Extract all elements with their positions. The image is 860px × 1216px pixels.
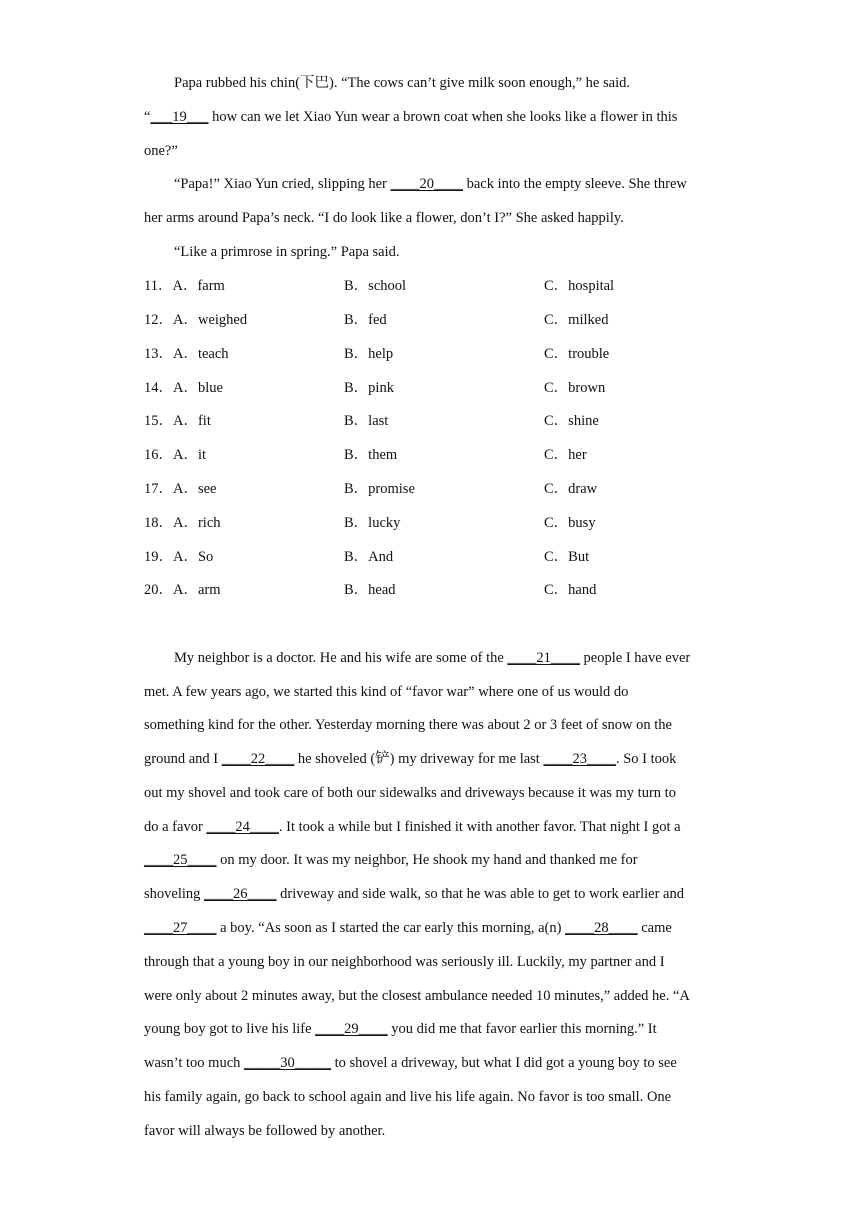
passage-2-line: something kind for the other. Yesterday morning there was about 2 or 3 feet of snow on the	[144, 717, 672, 733]
option-c[interactable]: C．hospital	[544, 278, 615, 294]
question-12	[144, 310, 764, 330]
question-20	[144, 580, 764, 600]
option-a[interactable]: 15．A．fit	[144, 413, 211, 429]
text: “Like a primrose in spring.” Papa said.	[174, 244, 400, 260]
option-a[interactable]: 20．A．arm	[144, 582, 221, 598]
text: “Papa!” Xiao Yun cried, slipping her	[174, 176, 391, 192]
blank-22[interactable]: ____22____	[221, 751, 295, 767]
passage-1-line	[144, 208, 624, 228]
option-c[interactable]: C．milked	[544, 312, 609, 328]
question-14	[144, 378, 764, 398]
blank-26[interactable]: ____26____	[204, 886, 277, 902]
passage-1-line	[144, 141, 178, 161]
passage-2-line: through that a young boy in our neighborhood was seriously ill. Luckily, my partner and I	[144, 954, 665, 970]
blank-19[interactable]: ___19___	[150, 109, 209, 125]
option-c[interactable]: C．her	[544, 447, 587, 463]
passage-2-line: young boy got to live his life ____29____ you did me that favor earlier this morning.” It	[144, 1021, 657, 1037]
passage-1-line	[144, 107, 677, 127]
option-b[interactable]: B．head	[344, 582, 396, 598]
option-b[interactable]: B．pink	[344, 380, 394, 396]
passage-1-line	[174, 73, 630, 93]
blank-28[interactable]: ____28____	[565, 920, 638, 936]
passage-2-line: ____25____ on my door. It was my neighbor, He shook my hand and thanked me for	[144, 852, 638, 868]
passage-1-line	[174, 242, 400, 262]
question-11	[144, 276, 764, 296]
question-16	[144, 445, 764, 465]
text: back into the empty sleeve. She threw	[463, 176, 687, 192]
passage-2-line: ____27____ a boy. “As soon as I started the car early this morning, a(n) ____28____ came	[144, 920, 672, 936]
blank-27[interactable]: ____27____	[144, 920, 217, 936]
question-15	[144, 411, 764, 431]
option-b[interactable]: B．school	[344, 278, 407, 294]
passage-2-line: favor will always be followed by another.	[144, 1123, 386, 1139]
option-c[interactable]: C．busy	[544, 515, 596, 531]
text: “	[144, 109, 151, 125]
blank-25[interactable]: ____25____	[144, 852, 217, 868]
option-a[interactable]: 17．A．see	[144, 481, 217, 497]
passage-2-line: were only about 2 minutes away, but the closest ambulance needed 10 minutes,” added he. “A	[144, 988, 690, 1004]
passage-2-line: wasn’t too much _____30_____ to shovel a driveway, but what I did got a young boy to see	[144, 1055, 677, 1071]
option-a[interactable]: 12．A．weighed	[144, 312, 248, 328]
passage-2-line: his family again, go back to school again and live his life again. No favor is too small. One	[144, 1089, 672, 1105]
option-c[interactable]: C．But	[544, 549, 590, 565]
text: how can we let Xiao Yun wear a brown coat when she looks like a flower in this	[208, 109, 678, 125]
passage-2-line: My neighbor is a doctor. He and his wife are some of the ____21____ people I have ever	[174, 650, 691, 666]
option-a[interactable]: 19．A．So	[144, 549, 214, 565]
passage-2-line: met. A few years ago, we started this kind of “favor war” where one of us would do	[144, 684, 629, 700]
blank-30[interactable]: _____30_____	[244, 1055, 332, 1071]
option-a[interactable]: 13．A．teach	[144, 346, 229, 362]
option-b[interactable]: B．promise	[344, 481, 415, 497]
option-c[interactable]: C．trouble	[544, 346, 610, 362]
question-13	[144, 344, 764, 364]
option-b[interactable]: B．lucky	[344, 515, 401, 531]
option-a[interactable]: 18．A．rich	[144, 515, 221, 531]
passage-2-line: ground and I ____22____ he shoveled (铲) my driveway for me last ____23____. So I took	[144, 751, 677, 767]
option-b[interactable]: B．them	[344, 447, 398, 463]
passage-1-line	[174, 174, 687, 194]
option-a[interactable]: 11．A．farm	[144, 278, 225, 294]
blank-20[interactable]: ____20____	[390, 176, 463, 192]
option-a[interactable]: 16．A．it	[144, 447, 207, 463]
question-19	[144, 547, 764, 567]
option-c[interactable]: C．draw	[544, 481, 598, 497]
blank-23[interactable]: ____23____	[543, 751, 616, 767]
blank-29[interactable]: ____29____	[315, 1021, 388, 1037]
option-c[interactable]: C．hand	[544, 582, 597, 598]
option-a[interactable]: 14．A．blue	[144, 380, 223, 396]
blank-21[interactable]: ____21____	[507, 650, 580, 666]
blank-24[interactable]: ____24____	[206, 819, 279, 835]
text: one?”	[144, 143, 178, 159]
option-c[interactable]: C．shine	[544, 413, 599, 429]
question-17	[144, 479, 764, 499]
question-18	[144, 513, 764, 533]
option-c[interactable]: C．brown	[544, 380, 606, 396]
option-b[interactable]: B．help	[344, 346, 394, 362]
option-b[interactable]: B．And	[344, 549, 394, 565]
passage-2-line: out my shovel and took care of both our sidewalks and driveways because it was my turn to	[144, 785, 676, 801]
text: Papa rubbed his chin(下巴). “The cows can’t give milk soon enough,” he said.	[174, 75, 630, 91]
option-b[interactable]: B．last	[344, 413, 389, 429]
option-b[interactable]: B．fed	[344, 312, 387, 328]
text: her arms around Papa’s neck. “I do look like a flower, don’t I?” She asked happily.	[144, 210, 624, 226]
passage-2-line: do a favor ____24____. It took a while but I finished it with another favor. That night I got a	[144, 819, 681, 835]
passage-2-line: shoveling ____26____ driveway and side walk, so that he was able to get to work earlier and	[144, 886, 684, 902]
